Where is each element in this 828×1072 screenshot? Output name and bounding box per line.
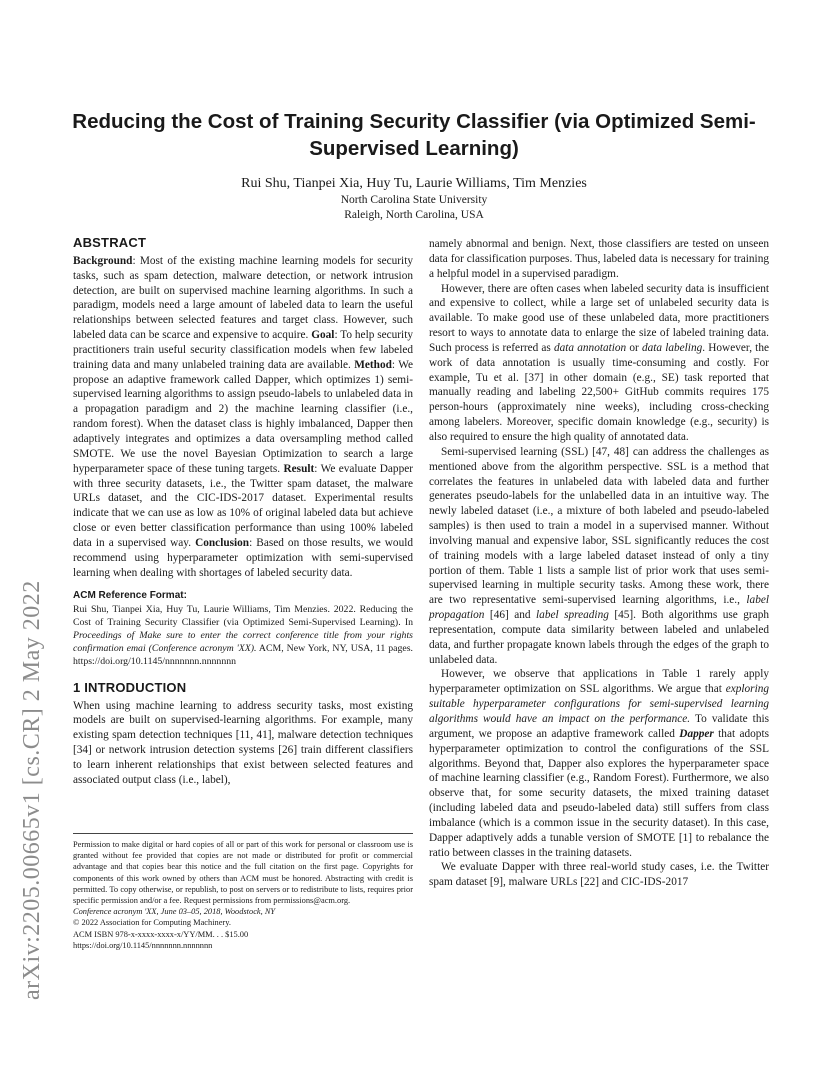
right-paragraph-3-a: Semi-supervised learning (SSL) [47, 48] can address the challenges as mentioned above from the algorithm perspective. SSL is a method that correlates the features in unlabeled data with labeled data and further generates pseudo-labels for the unlabelled data in an intuitive way. The newly labeled dataset (i.e., a mixture of both labeled and pseudo-labeled samples) is then used to train a model in a supervised manner. Without involving manual and expensive labor, SSL significantly reduces the cost of training models with a large labeled dataset instead of only a tiny portion of them. Table 1 lists a sample list of prior work that uses semi-supervised learning in multiple security tasks. Among these work, there are two representative semi-supervised learning algorithms, i.e., — [429, 445, 769, 607]
abstract-goal-text: : To help security practitioners train useful security classification models when few labeled training data and many unlabeled training data are available. — [73, 329, 413, 371]
acm-reference-part-2: ACM, New York, NY, USA, 11 pages. https://doi.org/10.1145/nnnnnnn.nnnnnnn — [73, 642, 413, 667]
right-paragraph-2-b: or — [626, 341, 642, 354]
right-paragraph-4-a: However, we observe that applications in Table 1 rarely apply hyperparameter optimization on SSL algorithms. We argue that — [429, 668, 769, 696]
abstract-result-label: Result — [283, 462, 315, 475]
abstract-method-label: Method — [354, 358, 392, 371]
paper-authors: Rui Shu, Tianpei Xia, Huy Tu, Laurie Williams, Tim Menzies — [241, 176, 587, 191]
right-column — [429, 237, 769, 890]
acm-reference-heading: ACM Reference Format: — [73, 590, 187, 602]
affiliation-location: Raleigh, North Carolina, USA — [344, 209, 484, 221]
right-paragraph-3-italic-2: label spreading — [536, 609, 609, 622]
right-paragraph-2-c: . However, the work of data annotation is usually time-consuming and costly. For example, Tu et al. [37] in other domain (e.g., SE) task reported that manually reading and labeling 22,500+ GitHub commits requires 175 person-hours (approximately nine weeks), including cross-checking among labelers. Moreover, specific domain knowledge (e.g., security) is also required to ensure the high quality of annotated data. — [429, 341, 769, 443]
right-paragraph-2 — [429, 282, 769, 445]
abstract-result-text: : We evaluate Dapper with three security datasets, i.e., the Twitter spam dataset, the malware URLs dataset, and the CIC-IDS-2017 dataset. Experimental results indicate that we can use as low as 10% of original labeled data but achieve close or even better classification performance than using 100% labeled data in a supervised way. — [73, 462, 413, 549]
abstract-heading: ABSTRACT — [73, 235, 147, 250]
right-paragraph-3 — [429, 445, 769, 668]
conference-info — [73, 906, 413, 917]
abstract-text — [73, 254, 413, 581]
acm-reference-part-1: Rui Shu, Tianpei Xia, Huy Tu, Laurie Williams, Tim Menzies. 2022. Reducing the Cost of Training Security Classifier (via Optimized Semi-Supervised Learning). In — [73, 604, 413, 629]
right-paragraph-4 — [429, 667, 769, 860]
affiliation-institution: North Carolina State University — [340, 194, 488, 206]
right-paragraph-2-italic-1: data annotation — [554, 341, 627, 354]
right-paragraph-3-italic-1: label propagation — [429, 594, 769, 622]
right-paragraph-4-italic: exploring suitable hyperparameter configurations for semi-supervised learning algorithms would have an impact on the performance. — [429, 683, 769, 725]
introduction-heading: 1 INTRODUCTION — [73, 679, 187, 695]
right-paragraph-3-b: [46] and — [484, 609, 537, 622]
doi-line: https://doi.org/10.1145/nnnnnnn.nnnnnnn — [73, 940, 213, 950]
right-paragraph-2-italic-2: data labeling — [641, 341, 703, 354]
right-paragraph-5: We evaluate Dapper with three real-world study cases, i.e. the Twitter spam dataset [9], malware URLs [22] and CIC-IDS-2017 — [429, 861, 769, 889]
right-paragraph-4-c: that adopts hyperparameter optimization to control the configurations of the SSL algorithms. Beyond that, Dapper also explores the hyperparameter space of machine learning classifier (e.g., Random Forest). Furthermore, we also observe that, for some security datasets, the mixed training dataset (including labeled data and pseudo-labeled data) still suffers from class imbalance (which is a common issue in the security dataset). In this case, Dapper adaptively adds a tunable version of SMOTE [1] to rebalance the ratio between classes in the training datasets. — [429, 727, 769, 859]
right-paragraph-4-b: To validate this argument, we propose an adaptive framework called — [429, 713, 770, 740]
introduction-paragraph: When using machine learning to address security tasks, most existing models are built on supervised-learning algorithms. For example, many existing spam detection techniques [11, 41], malware detection techniques [34] or network intrusion detection systems [26] train different classifiers to learn inherent relationships that exist between selected features and associated output class (i.e., label), — [73, 699, 413, 786]
affiliation — [60, 193, 768, 223]
abstract-conclusion-text: : Based on those results, we would recommend using hyperparameter optimization with semi-supervised learning when dealing with shortages of labeled security data. — [73, 536, 413, 579]
permission-notice: Permission to make digital or hard copies of all or part of this work for personal or classroom use is granted without fee provided that copies are not made or distributed for profit or commercial advantage and that copies bear this notice and the full citation on the first page. Copyrights for components of this work owned by others than ACM must be honored. Abstracting with credit is permitted. To copy otherwise, or republish, to post on servers or to redistribute to lists, requires prior specific permission and/or a fee. Request permissions from permissions@acm.org. — [73, 840, 413, 906]
right-paragraph-3-c: [45]. Both algorithms use graph representation, compute data similarity between labeled and unlabeled data, and further propagate known labels through the edges of the graph to unlabeled data. — [429, 609, 769, 666]
isbn-line: ACM ISBN 978-x-xxxx-xxxx-x/YY/MM. . . $15.00 — [73, 929, 249, 939]
copyright-line: © 2022 Association for Computing Machinery. — [73, 918, 231, 928]
left-column — [73, 236, 413, 788]
abstract-background-label: Background — [73, 254, 133, 267]
right-paragraph-2-a: However, there are often cases when labeled security data is insufficient and expensive to collect, while a large set of unlabeled security data is available. To make good use of these unlabeled data, more practitioners resort to ways to annotate data to enlarge the size of labeled training data. Such process is referred as — [429, 282, 769, 354]
acm-reference-text — [73, 604, 413, 669]
arxiv-identifier: arXiv:2205.00665v1 [cs.CR] 2 May 2022 — [19, 580, 45, 1000]
paper-title: Reducing the Cost of Training Security Classifier (via Optimized Semi-Supervised Learning) — [72, 110, 756, 160]
copyright-footnote — [73, 833, 413, 951]
right-paragraph-4-dapper: Dapper — [679, 727, 714, 740]
abstract-goal-label: Goal — [311, 329, 335, 342]
conference-info-text: Conference acronym 'XX, June 03–05, 2018, Woodstock, NY — [73, 907, 276, 917]
acm-reference-italic: Proceedings of Make sure to enter the correct conference title from your rights confirmation emai (Conference acronym 'XX). — [73, 630, 413, 654]
abstract-method-text: : We propose an adaptive framework called Dapper, which optimizes 1) semi-supervised learning algorithms to assign pseudo-labels to unlabeled data in a propagation paradigm and 2) the machine learning classifier (i.e., random forest). When the dataset class is highly imbalanced, Dapper then adaptively integrates and optimizes a data oversampling method called SMOTE. We use the novel Bayesian Optimization to search a large hyperparameter space of these tuning targets. — [73, 358, 413, 475]
abstract-conclusion-label: Conclusion — [195, 536, 250, 549]
right-paragraph-1: namely abnormal and benign. Next, those classifiers are tested on unseen data for classification purposes. Thus, labeled data is necessary for training a helpful model in a supervised paradigm. — [429, 238, 769, 280]
abstract-background-text: : Most of the existing machine learning models for security tasks, such as spam detection, malware detection, or network intrusion detection, are built on supervised machine learning algorithms. In such a paradigm, models need a large amount of labeled data to learn the useful relationships between selected features and target class. However, such labeled data can be scarce and expensive to acquire. — [73, 254, 413, 342]
